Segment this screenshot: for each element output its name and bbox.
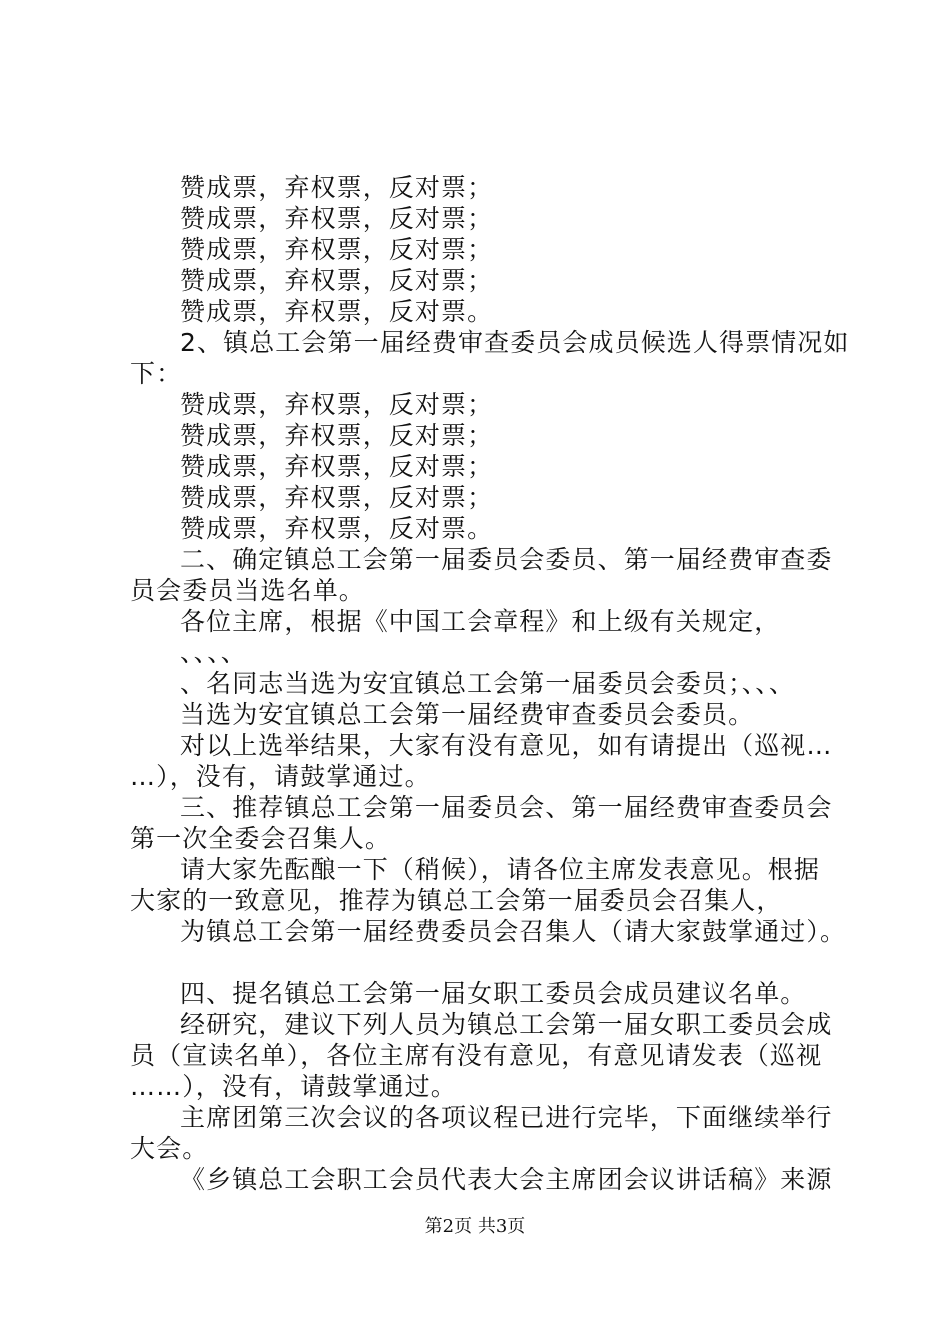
text-line: 赞成票，弃权票，反对票；	[180, 421, 494, 450]
page-footer: 第2页 共3页	[424, 1216, 526, 1237]
text-line: 赞成票，弃权票，反对票；	[180, 266, 494, 295]
text-line: 四、提名镇总工会第一届女职工委员会成员建议名单。	[180, 979, 807, 1008]
text-line: 二、确定镇总工会第一届委员会委员、第一届经费审查委	[180, 545, 833, 574]
blank-line	[130, 947, 840, 978]
text-line: 主席团第三次会议的各项议程已进行完毕，下面继续举行	[180, 1103, 833, 1132]
text-line: 赞成票，弃权票，反对票；	[180, 390, 494, 419]
text-line: 对以上选举结果，大家有没有意见，如有请提出（巡视…	[180, 731, 833, 760]
text-line: 2、镇总工会第一届经费审查委员会成员候选人得票情况如	[180, 328, 850, 357]
text-line: 大家的一致意见，推荐为镇总工会第一届委员会召集人，	[130, 886, 783, 915]
text-line: 员（宣读名单），各位主席有没有意见，有意见请发表（巡视	[130, 1041, 823, 1070]
text-line: …），没有，请鼓掌通过。	[130, 762, 431, 791]
text-line: 请大家先酝酿一下（稍候），请各位主席发表意见。根据	[180, 855, 821, 884]
text-line: 大会。	[130, 1134, 209, 1163]
text-line: 赞成票，弃权票，反对票；	[180, 204, 494, 233]
text-line: 赞成票，弃权票，反对票；	[180, 452, 494, 481]
text-line: 《乡镇总工会职工会员代表大会主席团会议讲话稿》来源	[180, 1165, 833, 1194]
text-line: 赞成票，弃权票，反对票。	[180, 514, 494, 543]
text-line: 三、推荐镇总工会第一届委员会、第一届经费审查委员会	[180, 793, 833, 822]
text-line: 当选为安宜镇总工会第一届经费审查委员会委员。	[180, 700, 755, 729]
text-line: ……），没有，请鼓掌通过。	[130, 1072, 457, 1101]
text-line: 、、、、	[180, 638, 247, 667]
text-line: 赞成票，弃权票，反对票。	[180, 297, 494, 326]
document-body	[130, 172, 850, 1195]
text-line: 赞成票，弃权票，反对票；	[180, 235, 494, 264]
text-line: 第一次全委会召集人。	[130, 824, 392, 853]
text-line: 下：	[130, 359, 183, 388]
text-line: 为镇总工会第一届经费委员会召集人（请大家鼓掌通过）。	[180, 917, 847, 946]
text-line: 赞成票，弃权票，反对票；	[180, 173, 494, 202]
text-line: 经研究，建议下列人员为镇总工会第一届女职工委员会成	[180, 1010, 833, 1039]
text-line: 各位主席，根据《中国工会章程》和上级有关规定，	[180, 607, 781, 636]
text-line: 赞成票，弃权票，反对票；	[180, 483, 494, 512]
text-line: 员会委员当选名单。	[130, 576, 365, 605]
text-line: 、名同志当选为安宜镇总工会第一届委员会委员；、、、	[180, 669, 796, 698]
